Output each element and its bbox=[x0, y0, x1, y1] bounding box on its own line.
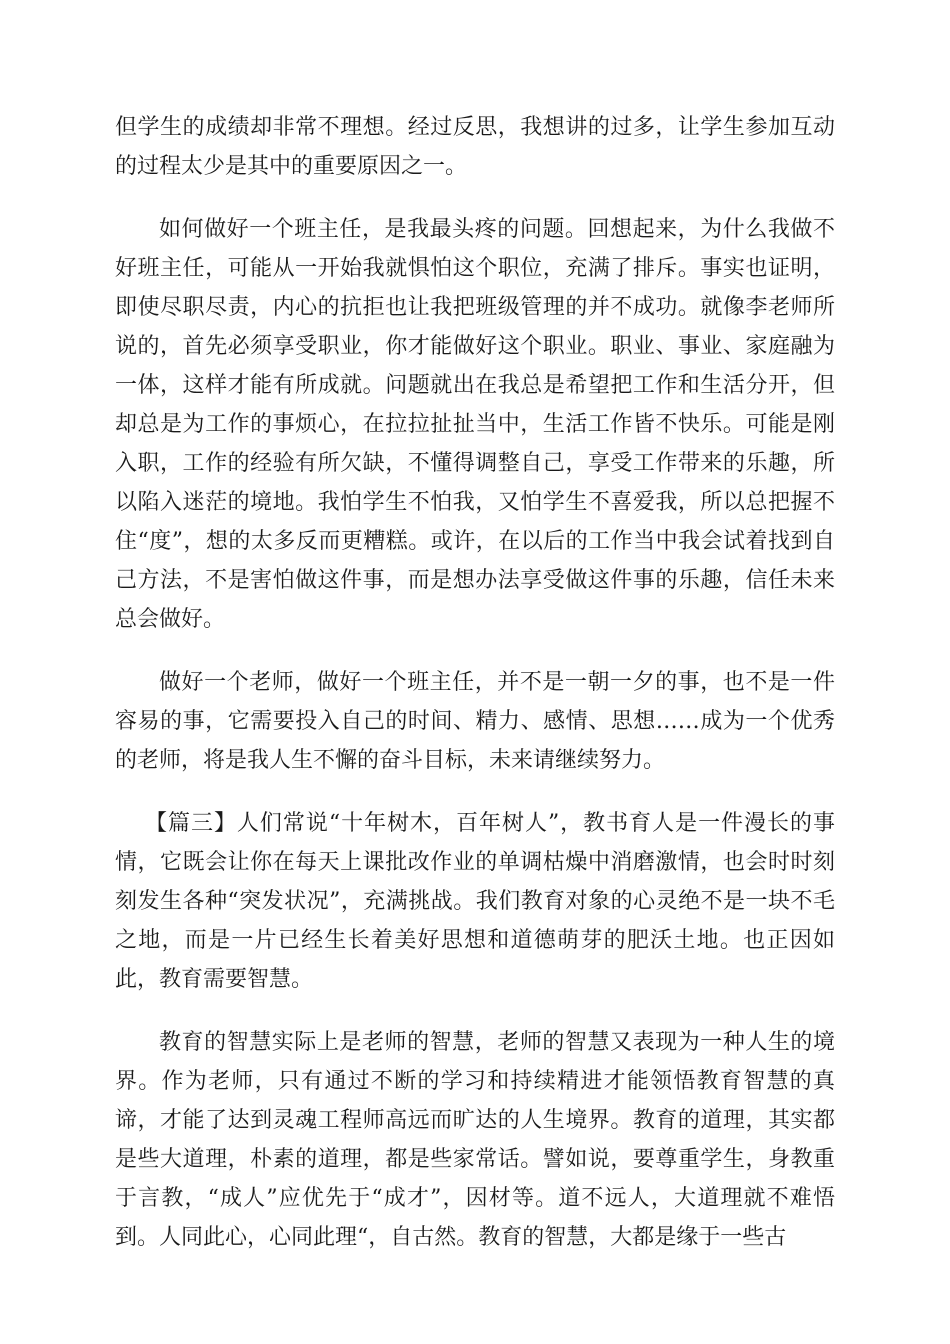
paragraph-part-three: 【篇三】人们常说“十年树木，百年树人”，教书育人是一件漫长的事情，它既会让你在每天上课批改作业的单调枯燥中消磨激情，也会时时刻刻发生各种“突发状况”，充满挑战。我们教育对象的心灵绝不是一块不毛之地，而是一片已经生长着美好思想和道德萌芽的肥沃土地。也正因如此，教育需要智慧。 bbox=[115, 811, 835, 992]
document-page bbox=[115, 108, 835, 1281]
paragraph-good-teacher: 做好一个老师，做好一个班主任，并不是一朝一夕的事，也不是一件容易的事，它需要投入自己的时间、精力、感情、思想……成为一个优秀的老师，将是我人生不懈的奋斗目标，未来请继续努力。 bbox=[115, 670, 835, 773]
paragraph-education-wisdom: 教育的智慧实际上是老师的智慧，老师的智慧又表现为一种人生的境界。作为老师，只有通过不断的学习和持续精进才能领悟教育智慧的真谛，才能了达到灵魂工程师高远而旷达的人生境界。教育的道理，其实都是些大道理，朴素的道理，都是些家常话。譬如说，要尊重学生，身教重于言教，“成人”应优先于“成才”，因材等。道不远人，大道理就不难悟到。人同此心，心同此理“，自古然。教育的智慧，大都是缘于一些古 bbox=[115, 1030, 835, 1250]
paragraph-continuation: 但学生的成绩却非常不理想。经过反思，我想讲的过多，让学生参加互动的过程太少是其中的重要原因之一。 bbox=[115, 115, 835, 179]
paragraph-class-teacher: 如何做好一个班主任，是我最头疼的问题。回想起来，为什么我做不好班主任，可能从一开始我就惧怕这个职位，充满了排斥。事实也证明，即使尽职尽责，内心的抗拒也让我把班级管理的并不成功。就像李老师所说的，首先必须享受职业，你才能做好这个职业。职业、事业、家庭融为一体，这样才能有所成就。问题就出在我总是希望把工作和生活分开，但却总是为工作的事烦心，在拉拉扯扯当中，生活工作皆不快乐。可能是刚入职，工作的经验有所欠缺，不懂得调整自己，享受工作带来的乐趣，所以陷入迷茫的境地。我怕学生不怕我，又怕学生不喜爱我，所以总把握不住“度”，想的太多反而更糟糕。或许，在以后的工作当中我会试着找到自己方法，不是害怕做这件事，而是想办法享受做这件事的乐趣，信任未来总会做好。 bbox=[115, 217, 835, 632]
